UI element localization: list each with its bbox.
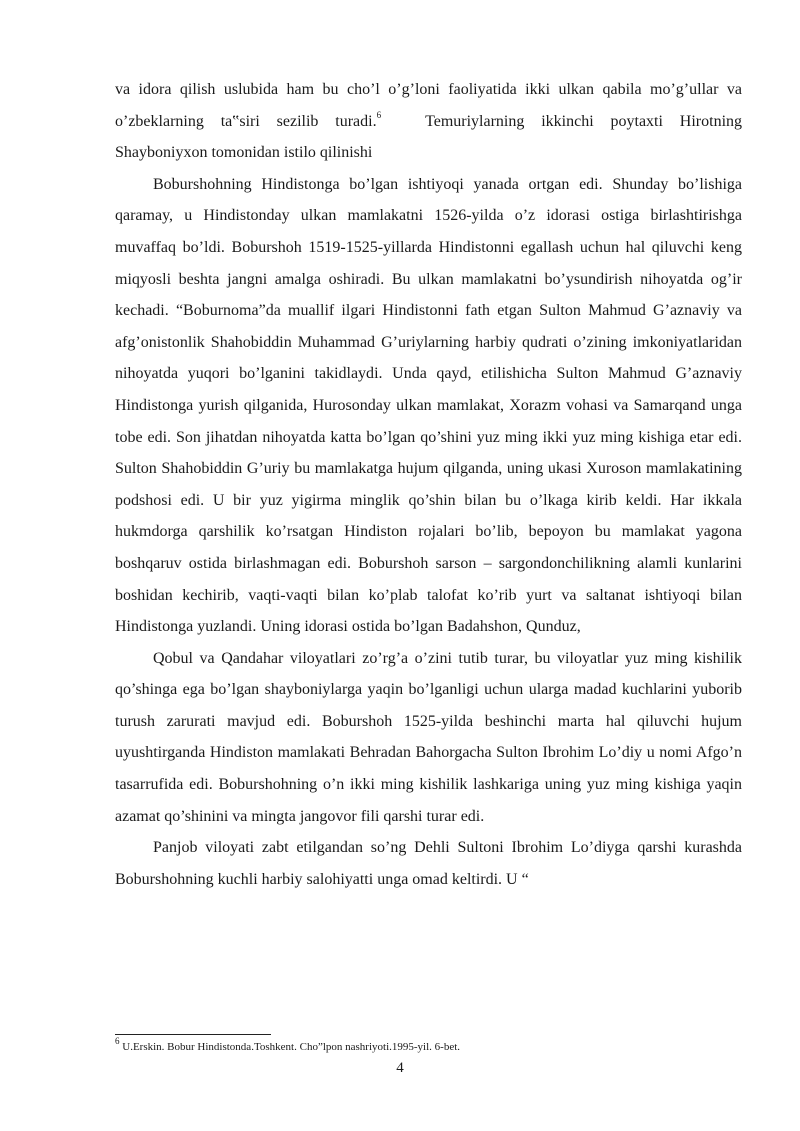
page-number: 4 [396, 1060, 404, 1076]
footnote-divider [115, 1034, 271, 1035]
footnote-text: U.Erskin. Bobur Hindistonda.Toshkent. Cho”lpon nashriyoti.1995-yil. 6-bet. [122, 1041, 461, 1053]
footnote [115, 1036, 742, 1054]
paragraph-1 [115, 74, 742, 169]
body-text [115, 74, 742, 895]
paragraph-1-text: va idora qilish uslubida ham bu cho’l o’g’loni faoliyatida ikki ulkan qabila mo’g’ullar va o’zbeklarning ta‟siri sezilib turadi. [115, 81, 742, 130]
paragraph-1-continuation: Temuriylarning ikkinchi poytaxti Hirotning Shayboniyxon tomonidan istilo qilinishi [115, 112, 743, 162]
paragraph-3: Qobul va Qandahar viloyatlari zo’rg’a o’zini tutib turar, bu viloyatlar yuz ming kishilik qo’shinga ega bo’lgan shayboniylarga yaqin bo’lganligi uchun ularga madad kuchlarini yuborib turush zarurati mavjud edi. Boburshoh 1525-yilda beshinchi marta hal qiluvchi hujum uyushtirganda Hindiston mamlakati Behradan Bahorgacha Sulton Ibrohim Lo’diy u nomi Afgo’n tasarrufida edi. Boburshohning o’n ikki ming kishilik lashkariga uning yuz ming kishiga yaqin azamat qo’shinini va mingta jangovor fili qarshi turar edi. [115, 649, 742, 825]
paragraph-2: Boburshohning Hindistonga bo’lgan ishtiyoqi yanada ortgan edi. Shunday bo’lishiga qaramay, u Hindistonday ulkan mamlakatni 1526-yilda o’z idorasi ostiga birlashtirishga muvaffaq bo’ldi. Boburshoh 1519-1525-yillarda Hindistonni egallash uchun hal qiluvchi keng miqyosli beshta jangni amalga oshiradi. Bu ulkan mamlakatni bo’ysundirish nihoyatda og’ir kechadi. “Boburnoma”da muallif ilgari Hindistonni fath etgan Sulton Mahmud G’aznaviy va afg’onistonlik Shahobiddin Muhammad G’uriylarning harbiy qudrati o’zining imkoniyatlaridan nihoyatda yuqori bo’lganini takidlaydi. Unda qayd, etilishicha Sulton Mahmud G’aznaviy Hindistonga yurish qilganida, Hurosonday ulkan mamlakat, Xorazm vohasi va Samarqand unga tobe edi. Son jihatdan nihoyatda katta bo’lgan qo’shini yuz ming ikki yuz ming kishiga etar edi. Sulton Shahobiddin G’uriy bu mamlakatga hujum qilganda, uning ukasi Xuroson mamlakatining podshosi edi. U bir yuz yigirma minglik qo’shin bilan bu o’lkaga kirib keldi. Har ikkala hukmdorga qarshilik ko’rsatgan Hindiston rojalari bo’lib, bepoyon bu mamlakat yagona boshqaruv ostida birlashmagan edi. Boburshoh sarson – sargondonchilikning alamli kunlarini boshidan kechirib, vaqti-vaqti bilan ko’plab talofat ko’rib yurt va saltanat ishtiyoqi bilan Hindistonga yuzlandi. Uning idorasi ostida bo’lgan Badahshon, Qunduz, [115, 175, 742, 636]
paragraph-4: Panjob viloyati zabt etilgandan so’ng Dehli Sultoni Ibrohim Lo’diyga qarshi kurashda Boburshohning kuchli harbiy salohiyatti unga omad keltirdi. U “ [115, 839, 742, 888]
footnote-number: 6 [115, 1036, 120, 1047]
footnote-reference[interactable]: 6 [376, 110, 382, 121]
